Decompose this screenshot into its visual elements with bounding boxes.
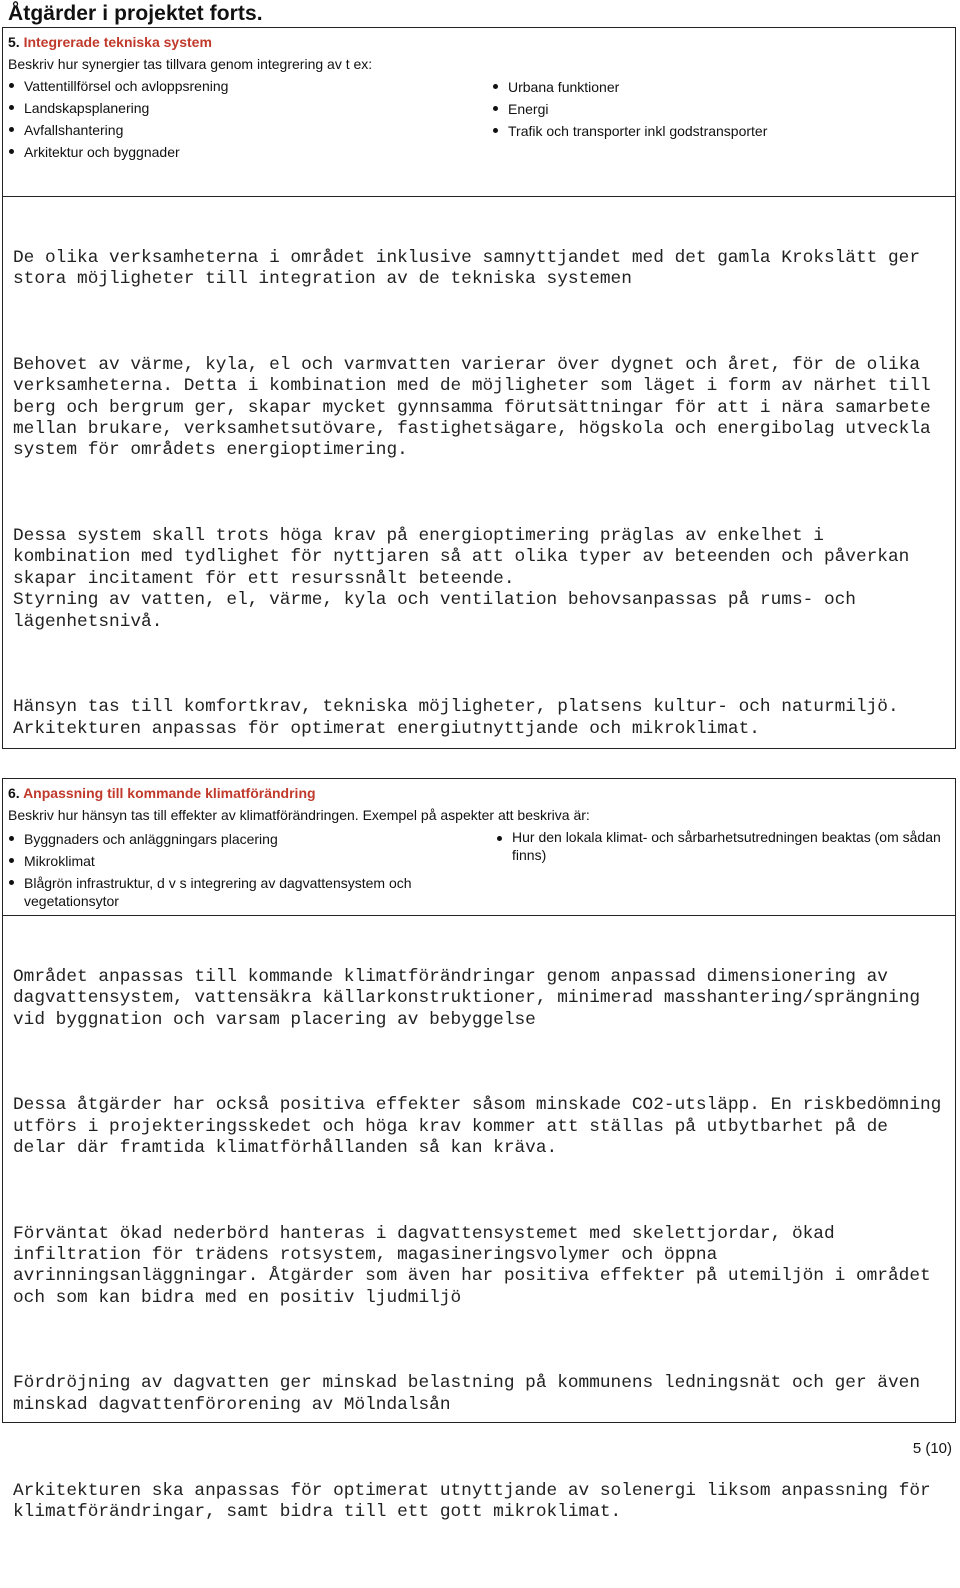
list-item: Vattentillförsel och avloppsrening (8, 75, 228, 97)
section-6-header (3, 779, 955, 916)
section-5-header (3, 28, 955, 197)
answer-paragraph: Behovet av värme, kyla, el och varmvatten varierar över dygnet och året, för de olika verksamheterna. Detta i kombination med de möjligheter som läget i form av närhet till berg och bergrum ger, skapar mycket gynnsamma förutsättningar för att i nära samarbete mellan brukare, verksamhetsutövare, fastighetsägare, högskola och energibolag utveckla system för områdets energioptimering. (13, 354, 942, 461)
answer-paragraph: Arkitekturen ska anpassas för optimerat utnyttjande av solenergi liksom anpassning för klimatförändringar, samt bidra till ett gott mikroklimat. (13, 1480, 942, 1522)
list-item: Urbana funktioner (492, 76, 767, 98)
section-6-title (8, 782, 316, 804)
page-title: Åtgärder i projektet forts. (8, 2, 263, 25)
list-item: Blågrön infrastruktur, d v s integrering av dagvattensystem och vegetationsytor (8, 872, 468, 910)
list-item: Byggnaders och anläggningars placering (8, 828, 468, 850)
answer-paragraph: Hänsyn tas till komfortkrav, tekniska möjligheter, platsens kultur- och naturmiljö. Arkitekturen anpassas för optimerat energiutnyttjande och mikroklimat. (13, 697, 910, 739)
list-item: Mikroklimat (8, 850, 468, 872)
section-5-instruction: Beskriv hur synergier tas tillvara genom integrering av t ex: (8, 56, 373, 72)
list-item: Energi (492, 98, 767, 120)
section-5-right-list (492, 76, 767, 142)
page-number: 5 (10) (912, 1440, 952, 1457)
section-6-answer[interactable] (3, 916, 955, 1588)
section-5-answer[interactable] (3, 197, 955, 804)
section-5-number: 5. (8, 34, 20, 50)
section-5-name: Integrerade tekniska system (23, 34, 212, 50)
section-6-number: 6. (8, 785, 20, 801)
section-6-left-list (8, 828, 468, 910)
section-5-left-list (8, 75, 228, 163)
list-item: Landskapsplanering (8, 97, 228, 119)
answer-paragraph: Dessa system skall trots höga krav på energioptimering präglas av enkelhet i kombination med tydlighet för nyttjaren så att olika typer av beteenden och påverkan skapar incitament för ett resurssnålt beteende. Styrning av vatten, el, värme, kyla och ventilation behovsanpassas på rums- och lägenhetsnivå. (13, 526, 910, 632)
answer-paragraph: Förväntat ökad nederbörd hanteras i dagvattensystemet med skelettjordar, ökad infiltration för trädens rotsystem, magasineringsvolymer och öppna avrinningsanläggningar. Åtgärder som även har positiva effekter på utemiljön i området och som kan bidra med en positiv ljudmiljö (13, 1223, 942, 1308)
answer-paragraph: Fördröjning av dagvatten ger minskad belastning på kommunens ledningsnät och ger även minskad dagvattenförorening av Mölndalsån (13, 1373, 931, 1415)
list-item: Trafik och transporter inkl godstransporter (492, 120, 767, 142)
section-5-box (2, 27, 956, 749)
section-6-instruction: Beskriv hur hänsyn tas till effekter av klimatförändringen. Exempel på aspekter att beskriva är: (8, 807, 590, 823)
list-item: Hur den lokala klimat- och sårbarhetsutredningen beaktas (om sådan finns) (496, 828, 946, 864)
answer-paragraph: Dessa åtgärder har också positiva effekter såsom minskade CO2-utsläpp. En riskbedömning utförs i projekteringsskedet och höga krav kommer att ställas på utbytbarhet på de delar där framtida klimatförhållanden så kan kräva. (13, 1095, 953, 1159)
answer-paragraph: De olika verksamheterna i området inklusive samnyttjandet med det gamla Krokslätt ger stora möjligheter till integration av de tekniska systemen (13, 247, 931, 290)
answer-paragraph: Området anpassas till kommande klimatförändringar genom anpassad dimensionering av dagvattensystem, vattensäkra källarkonstruktioner, minimerad masshantering/sprängning vid byggnation och varsam placering av bebyggelse (13, 966, 931, 1030)
section-5-title (8, 31, 212, 53)
section-6-name: Anpassning till kommande klimatförändring (23, 785, 316, 801)
section-6-right-list (496, 828, 946, 864)
list-item: Arkitektur och byggnader (8, 141, 228, 163)
list-item: Avfallshantering (8, 119, 228, 141)
